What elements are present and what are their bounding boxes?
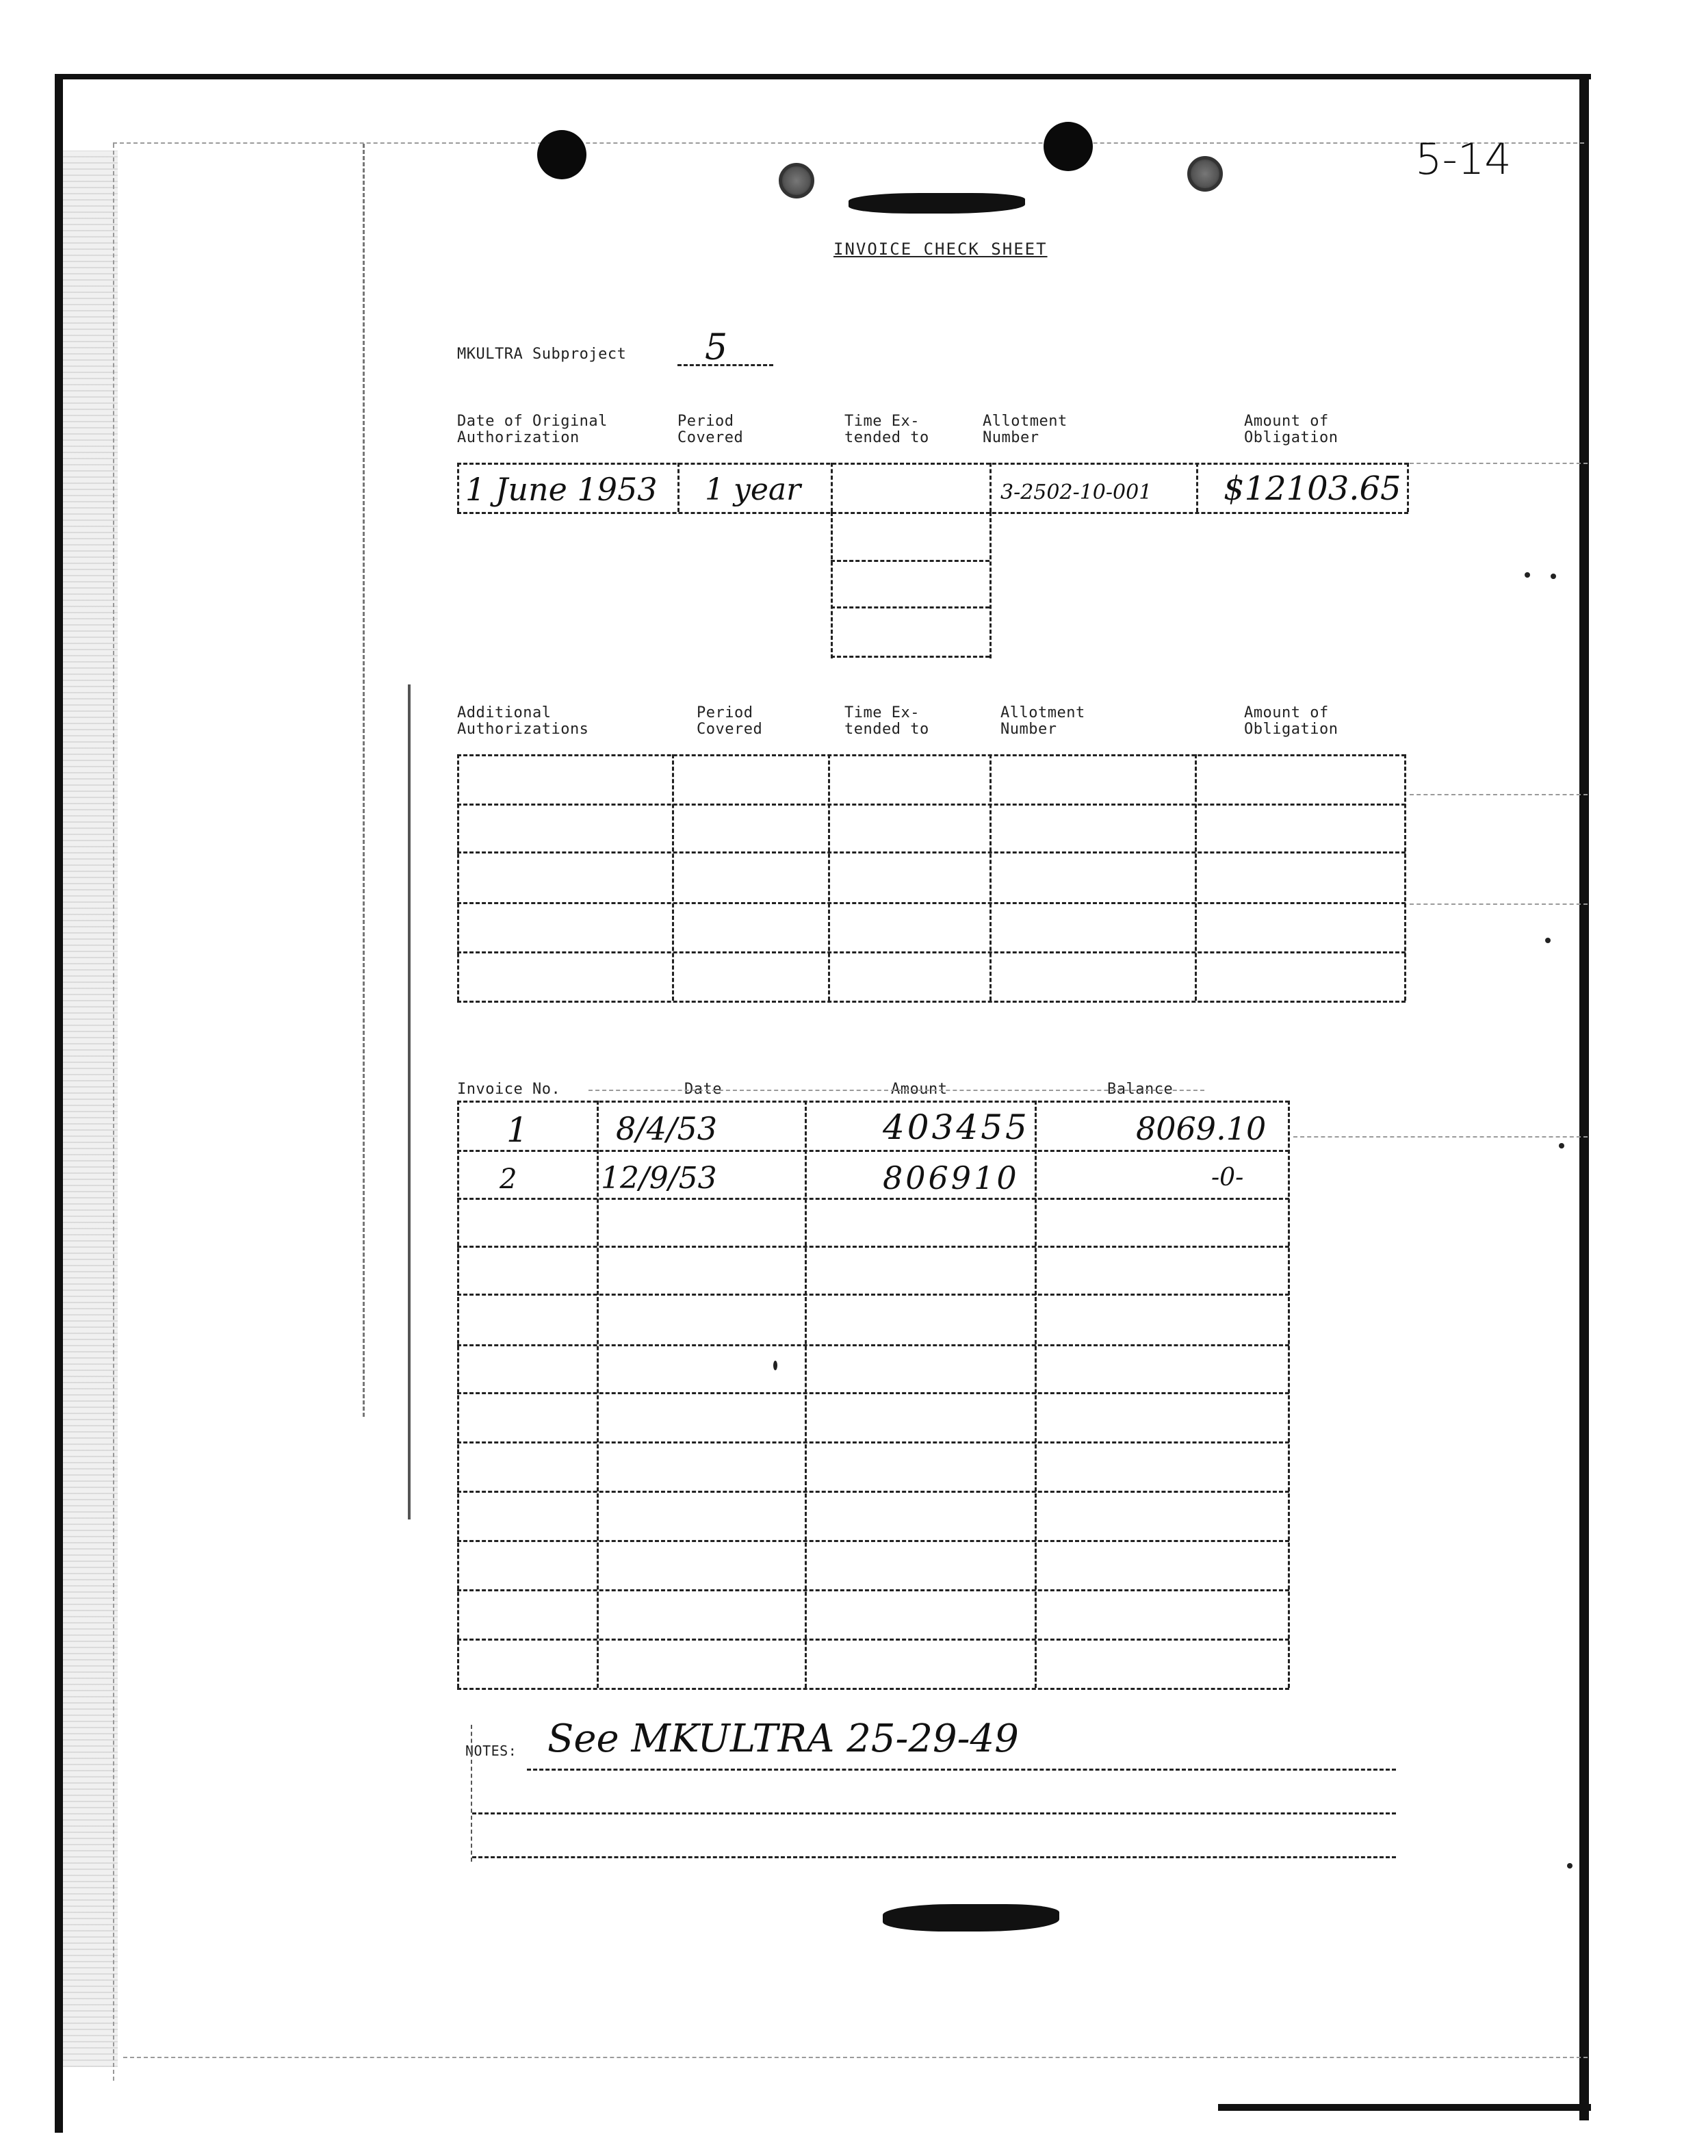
inv-row-line bbox=[457, 1540, 1289, 1542]
invoice-1-number: 1 bbox=[506, 1110, 528, 1150]
subproject-underline bbox=[677, 364, 773, 366]
orig-col-line bbox=[989, 463, 992, 512]
page-bottom-border bbox=[1218, 2104, 1591, 2111]
inv-row-line bbox=[457, 1150, 1289, 1152]
orig-header-amount: Amount of Obligation bbox=[1244, 413, 1338, 446]
invoice-1-amount: 403455 bbox=[883, 1107, 1030, 1147]
notes-label: NOTES: bbox=[465, 1743, 517, 1759]
redaction-top bbox=[849, 193, 1025, 214]
inv-row-line bbox=[457, 1392, 1289, 1394]
orig-header-allotment: Allotment Number bbox=[983, 413, 1068, 446]
inv-row-line bbox=[457, 1589, 1289, 1591]
right-margin-rule bbox=[1410, 463, 1588, 464]
add-header-allotment: Allotment Number bbox=[1000, 704, 1085, 738]
add-row-line bbox=[457, 1001, 1406, 1003]
grommet-left bbox=[779, 163, 814, 198]
folder-spine-shadow bbox=[408, 684, 411, 1519]
add-row-line bbox=[457, 902, 1406, 904]
add-row-line bbox=[457, 804, 1406, 806]
add-row-line bbox=[457, 754, 1406, 756]
notes-line bbox=[472, 1812, 1396, 1814]
subproject-label: MKULTRA Subproject bbox=[457, 346, 627, 363]
add-col-line bbox=[1195, 754, 1197, 1001]
invoice-1-date: 8/4/53 bbox=[616, 1110, 718, 1147]
page-title: INVOICE CHECK SHEET bbox=[833, 240, 1048, 259]
orig-header-date: Date of Original Authorization bbox=[457, 413, 608, 446]
subproject-value: 5 bbox=[705, 327, 728, 368]
ext-row-line bbox=[831, 606, 989, 608]
orig-col-line bbox=[1407, 463, 1409, 512]
orig-col-line bbox=[831, 463, 833, 512]
notes-line bbox=[527, 1769, 1396, 1771]
orig-table-top bbox=[457, 463, 1408, 465]
add-header-amount: Amount of Obligation bbox=[1244, 704, 1338, 738]
inv-row-line bbox=[457, 1246, 1289, 1248]
inv-header-number: Invoice No. bbox=[457, 1081, 561, 1098]
orig-col-line bbox=[677, 463, 680, 512]
orig-header-period: Period Covered bbox=[677, 413, 744, 446]
inv-row-line bbox=[457, 1344, 1289, 1346]
scan-speck bbox=[1545, 938, 1551, 943]
right-margin-rule bbox=[1410, 794, 1588, 795]
orig-amount-value: $12103.65 bbox=[1224, 470, 1401, 508]
invoice-2-date: 12/9/53 bbox=[601, 1161, 717, 1196]
orig-period-value: 1 year bbox=[705, 472, 801, 507]
invoice-2-amount: 806910 bbox=[883, 1159, 1020, 1196]
inv-col-line bbox=[457, 1101, 459, 1688]
left-margin-shading bbox=[63, 151, 118, 2067]
invoice-2-number: 2 bbox=[500, 1164, 517, 1195]
add-col-line bbox=[1404, 754, 1406, 1001]
add-row-line bbox=[457, 851, 1406, 854]
orig-col-line bbox=[1196, 463, 1198, 512]
folder-left-edge bbox=[113, 144, 114, 2081]
inv-col-line bbox=[805, 1101, 807, 1688]
inv-header-balance: Balance bbox=[1107, 1081, 1174, 1098]
right-margin-rule bbox=[1293, 1136, 1588, 1138]
inv-col-line bbox=[1035, 1101, 1037, 1688]
scan-speck bbox=[1551, 574, 1556, 579]
inv-row-line bbox=[457, 1441, 1289, 1443]
add-col-line bbox=[672, 754, 674, 1001]
inv-col-line bbox=[597, 1101, 599, 1688]
page-top-border bbox=[55, 74, 1591, 79]
inv-table-top bbox=[457, 1101, 1289, 1103]
inv-table-bottom bbox=[457, 1688, 1289, 1690]
notes-left-edge bbox=[471, 1725, 472, 1862]
inv-row-line bbox=[457, 1294, 1289, 1296]
inv-header-rule bbox=[588, 1090, 1204, 1091]
page-number: 5-14 bbox=[1415, 134, 1512, 184]
scan-speck bbox=[1567, 1863, 1573, 1869]
inv-header-date: Date bbox=[684, 1081, 722, 1098]
orig-header-time-extended: Time Ex- tended to bbox=[844, 413, 929, 446]
scan-speck bbox=[1525, 572, 1530, 578]
ext-row-line bbox=[831, 560, 989, 562]
folder-bottom-edge bbox=[123, 2057, 1588, 2058]
redaction-bottom bbox=[883, 1904, 1059, 1932]
page-left-border bbox=[55, 79, 63, 2133]
inv-header-amount: Amount bbox=[891, 1081, 948, 1098]
punch-hole-right bbox=[1044, 122, 1093, 171]
invoice-2-balance: -0- bbox=[1211, 1164, 1244, 1192]
right-margin-rule bbox=[1410, 903, 1588, 905]
inv-row-line bbox=[457, 1491, 1289, 1493]
add-col-line bbox=[457, 754, 459, 1001]
add-col-line bbox=[828, 754, 830, 1001]
punch-hole-left bbox=[537, 130, 586, 179]
orig-col-line bbox=[457, 463, 459, 512]
add-header-time-extended: Time Ex- tended to bbox=[844, 704, 929, 738]
ext-col-line bbox=[989, 512, 992, 658]
notes-value: See MKULTRA 25-29-49 bbox=[547, 1717, 1019, 1761]
orig-allotment-value: 3-2502-10-001 bbox=[1000, 480, 1152, 504]
grommet-right bbox=[1187, 156, 1223, 192]
scan-speck bbox=[773, 1361, 777, 1370]
orig-date-value: 1 June 1953 bbox=[465, 471, 658, 508]
add-header-period: Period Covered bbox=[697, 704, 763, 738]
add-col-line bbox=[989, 754, 992, 1001]
inv-col-line bbox=[1288, 1101, 1290, 1688]
add-row-line bbox=[457, 951, 1406, 953]
ext-row-line bbox=[831, 656, 989, 658]
folder-inner-edge bbox=[363, 144, 365, 1417]
notes-line bbox=[472, 1856, 1396, 1858]
add-header-authorizations: Additional Authorizations bbox=[457, 704, 589, 738]
folder-top-edge bbox=[113, 142, 1584, 144]
inv-row-line bbox=[457, 1198, 1289, 1200]
page-right-border bbox=[1579, 74, 1589, 2120]
ext-col-line bbox=[831, 512, 833, 658]
orig-table-bottom bbox=[457, 512, 1408, 514]
scan-speck bbox=[1559, 1143, 1564, 1148]
inv-row-line bbox=[457, 1639, 1289, 1641]
invoice-1-balance: 8069.10 bbox=[1136, 1110, 1267, 1147]
